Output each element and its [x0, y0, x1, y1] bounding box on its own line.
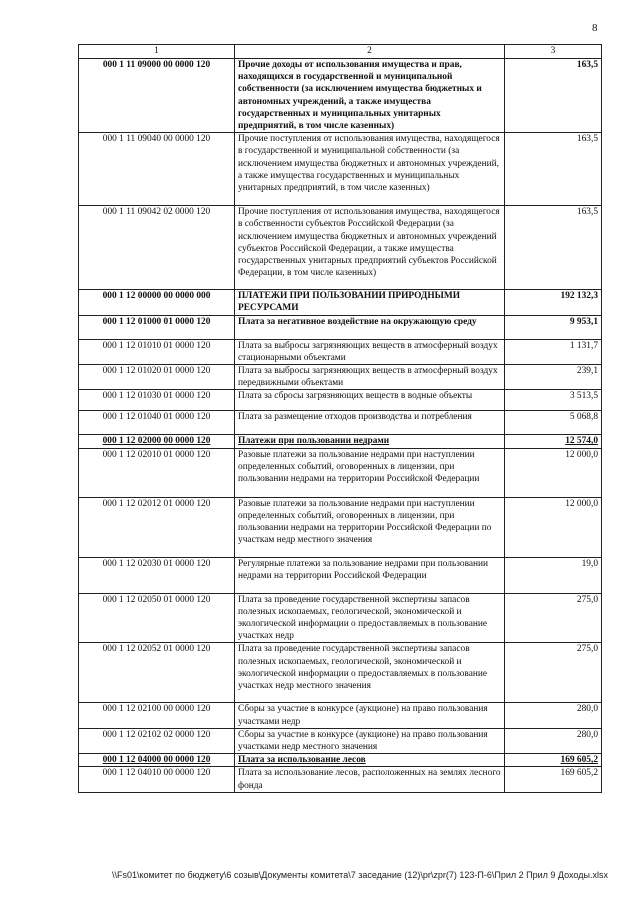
budget-code-cell: 000 1 11 09040 00 0000 120: [79, 133, 235, 206]
income-name-cell: Плата за проведение государственной экспертизы запасов полезных ископаемых, геологической, экономической и экологической информации о предоставляемых в пользование участках недр: [235, 593, 505, 643]
income-name-cell: Сборы за участие в конкурсе (аукционе) на право пользования участками недр: [235, 703, 505, 728]
budget-code-cell: 000 1 11 09042 02 0000 120: [79, 206, 235, 290]
budget-code-cell: 000 1 12 02000 00 0000 120: [79, 435, 235, 448]
budget-code-cell: 000 1 12 01010 01 0000 120: [79, 339, 235, 364]
table-row: [79, 497, 602, 557]
amount-cell: 280,0: [505, 703, 602, 728]
budget-code-cell: 000 1 11 09000 00 0000 120: [79, 59, 235, 133]
income-name-cell: Плата за использование лесов, расположенных на землях лесного фонда: [235, 767, 505, 792]
budget-code-cell: 000 1 12 02030 01 0000 120: [79, 557, 235, 593]
budget-code-cell: 000 1 12 02102 02 0000 120: [79, 728, 235, 753]
column-header-name: 2: [235, 45, 505, 59]
amount-cell: 239,1: [505, 365, 602, 390]
amount-cell: 3 513,5: [505, 390, 602, 411]
budget-code-cell: 000 1 12 04010 00 0000 120: [79, 767, 235, 792]
table-row: [79, 206, 602, 290]
income-name-cell: Плата за негативное воздействие на окружающую среду: [235, 315, 505, 339]
amount-cell: 5 068,8: [505, 411, 602, 435]
table-row: [79, 728, 602, 753]
table-row: [79, 435, 602, 448]
table-row: [79, 339, 602, 364]
column-header-code: 1: [79, 45, 235, 59]
income-name-cell: Разовые платежи за пользование недрами при наступлении определенных событий, оговоренных в лицензии, при пользовании недрами на территории Российской Федерации по участкам недр местного значения: [235, 497, 505, 557]
budget-code-cell: 000 1 12 01020 01 0000 120: [79, 365, 235, 390]
amount-cell: 169 605,2: [505, 767, 602, 792]
amount-cell: 163,5: [505, 206, 602, 290]
table-row: [79, 754, 602, 767]
amount-cell: 19,0: [505, 557, 602, 593]
amount-cell: 12 000,0: [505, 448, 602, 497]
budget-code-cell: 000 1 12 02100 00 0000 120: [79, 703, 235, 728]
table-row: [79, 643, 602, 703]
income-name-cell: Сборы за участие в конкурсе (аукционе) на право пользования участками недр местного значения: [235, 728, 505, 753]
income-name-cell: Плата за выбросы загрязняющих веществ в атмосферный воздух стационарными объектами: [235, 339, 505, 364]
income-name-cell: Регулярные платежи за пользование недрами при пользовании недрами на территории Российской Федерации: [235, 557, 505, 593]
table-row: [79, 448, 602, 497]
income-name-cell: Прочие поступления от использования имущества, находящегося в собственности субъектов Российской Федерации (за исключением имущества бюджетных и автономных учреждений субъектов Российской Федерации, а также имущества государственных унитарных предприятий субъектов Российской Федерации, в том числе казенных): [235, 206, 505, 290]
income-name-cell: Прочие доходы от использования имущества и прав, находящихся в государственной и муниципальной собственности (за исключением имущества бюджетных и автономных учреждений, а также имущества государственных и муниципальных унитарных предприятий, в том числе казенных): [235, 59, 505, 133]
table-row: [79, 557, 602, 593]
table-body: [79, 59, 602, 793]
file-path-footer: \\Fs01\комитет по бюджету\6 созыв\Документы комитета\7 заседание (12)\pr\zpr(7) 123-П-6\Прил 2 Прил 9 Доходы.xlsx: [112, 870, 608, 880]
budget-code-cell: 000 1 12 01040 01 0000 120: [79, 411, 235, 435]
amount-cell: 9 953,1: [505, 315, 602, 339]
budget-code-cell: 000 1 12 00000 00 0000 000: [79, 290, 235, 315]
amount-cell: 12 574,0: [505, 435, 602, 448]
table-row: [79, 133, 602, 206]
amount-cell: 280,0: [505, 728, 602, 753]
table-row: [79, 290, 602, 315]
table-row: [79, 767, 602, 792]
budget-code-cell: 000 1 12 01030 01 0000 120: [79, 390, 235, 411]
income-name-cell: Плата за проведение государственной экспертизы запасов полезных ископаемых, геологической, экономической и экологической информации о предоставляемых в пользование участках недр местного значения: [235, 643, 505, 703]
amount-cell: 192 132,3: [505, 290, 602, 315]
table-row: [79, 315, 602, 339]
budget-code-cell: 000 1 12 04000 00 0000 120: [79, 754, 235, 767]
budget-code-cell: 000 1 12 02052 01 0000 120: [79, 643, 235, 703]
table-row: [79, 703, 602, 728]
amount-cell: 275,0: [505, 593, 602, 643]
income-name-cell: Платежи при пользовании недрами: [235, 435, 505, 448]
income-name-cell: Плата за сбросы загрязняющих веществ в водные объекты: [235, 390, 505, 411]
income-name-cell: Плата за использование лесов: [235, 754, 505, 767]
table-row: [79, 59, 602, 133]
table-row: [79, 390, 602, 411]
amount-cell: 163,5: [505, 133, 602, 206]
table-row: [79, 593, 602, 643]
page-number: 8: [592, 22, 598, 34]
income-name-cell: ПЛАТЕЖИ ПРИ ПОЛЬЗОВАНИИ ПРИРОДНЫМИ РЕСУРСАМИ: [235, 290, 505, 315]
amount-cell: 275,0: [505, 643, 602, 703]
income-name-cell: Прочие поступления от использования имущества, находящегося в государственной и муниципальной собственности (за исключением имущества бюджетных и автономных учреждений, а также имущества государственных и муниципальных унитарных предприятий, в том числе казенных): [235, 133, 505, 206]
income-name-cell: Разовые платежи за пользование недрами при наступлении определенных событий, оговоренных в лицензии, при пользовании недрами на территории Российской Федерации: [235, 448, 505, 497]
income-name-cell: Плата за выбросы загрязняющих веществ в атмосферный воздух передвижными объектами: [235, 365, 505, 390]
budget-code-cell: 000 1 12 02012 01 0000 120: [79, 497, 235, 557]
table-row: [79, 365, 602, 390]
amount-cell: 12 000,0: [505, 497, 602, 557]
income-name-cell: Плата за размещение отходов производства и потребления: [235, 411, 505, 435]
budget-table: [78, 44, 602, 793]
table-row: [79, 411, 602, 435]
column-header-amount: 3: [505, 45, 602, 59]
budget-code-cell: 000 1 12 01000 01 0000 120: [79, 315, 235, 339]
table-header-row: [79, 45, 602, 59]
amount-cell: 1 131,7: [505, 339, 602, 364]
budget-code-cell: 000 1 12 02010 01 0000 120: [79, 448, 235, 497]
amount-cell: 163,5: [505, 59, 602, 133]
budget-code-cell: 000 1 12 02050 01 0000 120: [79, 593, 235, 643]
amount-cell: 169 605,2: [505, 754, 602, 767]
